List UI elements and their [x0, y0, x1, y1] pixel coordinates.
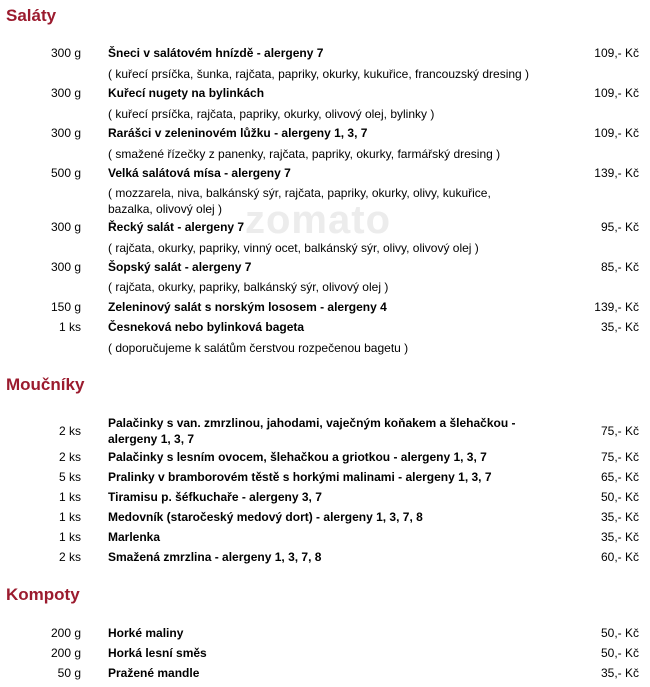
item-price: 65,- Kč: [600, 470, 639, 484]
item-quantity: 2 ks: [58, 450, 81, 464]
item-quantity: 200 g: [50, 626, 81, 640]
item-name: Šopský salát - alergeny 7: [108, 260, 252, 274]
item-price: 139,- Kč: [594, 166, 639, 180]
item-quantity: 200 g: [50, 646, 81, 660]
item-name: Kuřecí nugety na bylinkách: [108, 86, 265, 100]
section-title-moucniky: Moučníky: [6, 375, 85, 394]
item-name: Velká salátová mísa - alergeny 7: [108, 166, 291, 180]
item-quantity: 300 g: [50, 260, 81, 274]
item-price: 109,- Kč: [594, 126, 639, 140]
item-price: 50,- Kč: [600, 490, 639, 504]
item-quantity: 500 g: [50, 166, 81, 180]
item-quantity: 300 g: [50, 126, 81, 140]
item-price: 75,- Kč: [600, 424, 639, 438]
item-description: ( doporučujeme k salátům čerstvou rozpečenou bagetu ): [108, 341, 409, 355]
item-price: 35,- Kč: [600, 320, 639, 334]
item-price: 50,- Kč: [600, 646, 639, 660]
item-name: Pralinky v bramborovém těstě s horkými malinami - alergeny 1, 3, 7: [108, 470, 492, 484]
item-price: 95,- Kč: [600, 220, 639, 234]
item-quantity: 300 g: [50, 220, 81, 234]
item-description: ( smažené řízečky z panenky, rajčata, papriky, okurky, farmářský dresing ): [108, 147, 501, 161]
item-quantity: 1 ks: [58, 510, 81, 524]
item-quantity: 2 ks: [58, 424, 81, 438]
item-quantity: 1 ks: [58, 530, 81, 544]
item-name: Medovník (staročeský medový dort) - alergeny 1, 3, 7, 8: [108, 510, 423, 524]
item-price: 35,- Kč: [600, 530, 639, 544]
item-quantity: 1 ks: [58, 490, 81, 504]
item-name: Horká lesní směs: [108, 646, 207, 660]
item-name: Rarášci v zeleninovém lůžku - alergeny 1, 3, 7: [108, 126, 368, 140]
item-name: Smažená zmrzlina - alergeny 1, 3, 7, 8: [108, 550, 322, 564]
item-price: 35,- Kč: [600, 510, 639, 524]
item-name: Zeleninový salát s norským lososem - alergeny 4: [108, 300, 387, 314]
item-name: Palačinky s lesním ovocem, šlehačkou a griotkou - alergeny 1, 3, 7: [108, 450, 487, 464]
section-title-kompoty: Kompoty: [6, 585, 80, 604]
item-name: Šneci v salátovém hnízdě - alergeny 7: [108, 46, 324, 60]
item-price: 139,- Kč: [594, 300, 639, 314]
item-name: Řecký salát - alergeny 7: [108, 220, 245, 234]
item-name: Tiramisu p. šéfkuchaře - alergeny 3, 7: [108, 490, 322, 504]
item-name: Marlenka: [108, 530, 161, 544]
item-price: 85,- Kč: [600, 260, 639, 274]
item-price: 75,- Kč: [600, 450, 639, 464]
item-name: Pražené mandle: [108, 666, 200, 680]
item-description: ( rajčata, okurky, papriky, balkánský sýr, olivový olej ): [108, 280, 389, 294]
section-title-salaty: Saláty: [6, 6, 57, 25]
item-description: ( kuřecí prsíčka, rajčata, papriky, okurky, olivový olej, bylinky ): [108, 107, 435, 121]
item-quantity: 300 g: [50, 46, 81, 60]
item-quantity: 2 ks: [58, 550, 81, 564]
item-quantity: 1 ks: [58, 320, 81, 334]
item-quantity: 300 g: [50, 86, 81, 100]
item-price: 50,- Kč: [600, 626, 639, 640]
item-quantity: 50 g: [57, 666, 81, 680]
item-name: Česneková nebo bylinková bageta: [108, 320, 305, 334]
item-price: 109,- Kč: [594, 46, 639, 60]
item-description: ( mozzarela, niva, balkánský sýr, rajčata, papriky, okurky, olivy, kukuřice, bazalka, olivový olej ): [108, 186, 491, 216]
item-name: Palačinky s van. zmrzlinou, jahodami, vaječným koňakem a šlehačkou - alergeny 1, 3, 7: [108, 416, 516, 446]
item-description: ( rajčata, okurky, papriky, vinný ocet, balkánský sýr, olivy, olivový olej ): [108, 241, 479, 255]
item-price: 109,- Kč: [594, 86, 639, 100]
item-name: Horké maliny: [108, 626, 184, 640]
item-price: 35,- Kč: [600, 666, 639, 680]
watermark: zomato: [245, 198, 391, 242]
item-quantity: 5 ks: [58, 470, 81, 484]
item-quantity: 150 g: [50, 300, 81, 314]
item-price: 60,- Kč: [600, 550, 639, 564]
item-description: ( kuřecí prsíčka, šunka, rajčata, papriky, okurky, kukuřice, francouzský dresing ): [108, 67, 530, 81]
